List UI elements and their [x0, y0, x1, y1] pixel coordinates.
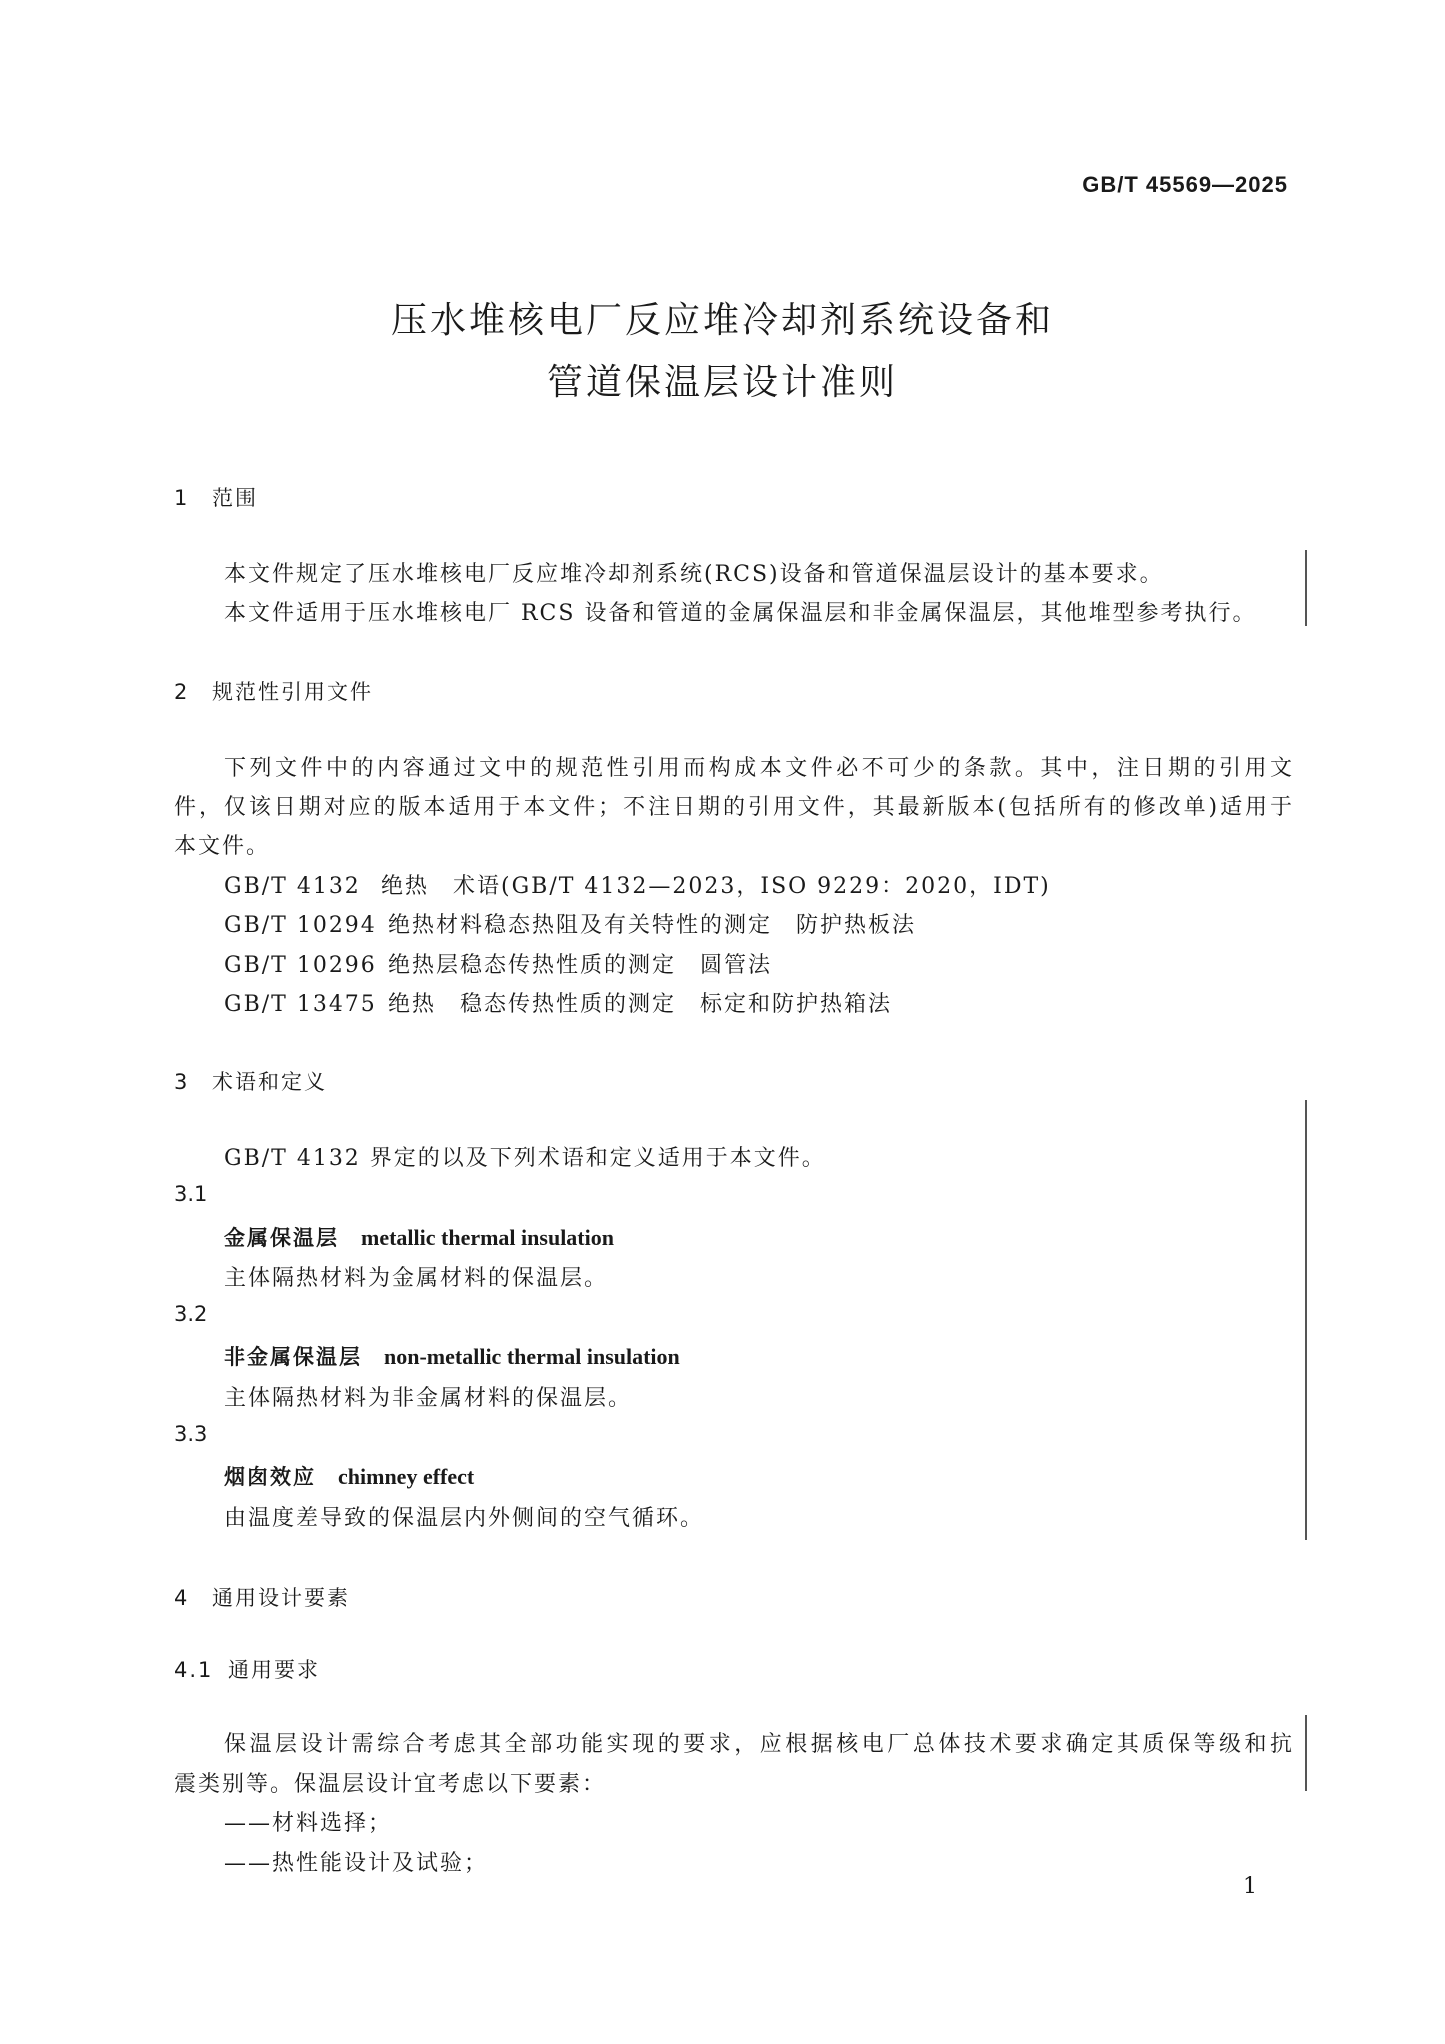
list-item: ——热性能设计及试验；: [224, 1851, 489, 1876]
section-number: 1: [174, 486, 190, 510]
standard-number: GB/T 45569—2025: [1082, 172, 1288, 197]
paragraph-line: 本文件。: [174, 834, 271, 859]
term-en: chimney effect: [338, 1464, 475, 1489]
reference-title: 绝热材料稳态热阻及有关特性的测定 防护热板法: [388, 913, 917, 938]
section-number: 4: [174, 1586, 190, 1610]
reference-item: [224, 869, 1051, 900]
reference-code: GB/T 10294: [224, 913, 377, 938]
paragraph-line: 下列文件中的内容通过文中的规范性引用而构成本文件必不可少的条款。其中，注日期的引用文: [224, 756, 1294, 781]
subsection-number: 4.1: [174, 1658, 214, 1682]
term-number: 3.3: [174, 1422, 208, 1446]
section-3-heading: [174, 1066, 327, 1096]
section-title: 通用设计要素: [212, 1586, 350, 1610]
reference-title: 绝热 术语(GB/T 4132—2023，ISO 9229：2020，IDT): [381, 874, 1051, 899]
page-number: 1: [1243, 1874, 1257, 1899]
reference-code: GB/T 10296: [224, 953, 377, 978]
reference-code: GB/T 4132: [224, 874, 361, 899]
term-number: 3.2: [174, 1302, 208, 1326]
paragraph: GB/T 4132 界定的以及下列术语和定义适用于本文件。: [224, 1146, 826, 1171]
paragraph-line: 件，仅该日期对应的版本适用于本文件；不注日期的引用文件，其最新版本(包括所有的修改单)适用于: [174, 795, 1294, 820]
document-title-line1: 压水堆核电厂反应堆冷却剂系统设备和: [390, 300, 1054, 341]
paragraph: 本文件规定了压水堆核电厂反应堆冷却剂系统(RCS)设备和管道保温层设计的基本要求。: [224, 562, 1164, 587]
change-bar: [1305, 1715, 1307, 1791]
change-bar: [1305, 550, 1307, 626]
paragraph: 本文件适用于压水堆核电厂 RCS 设备和管道的金属保温层和非金属保温层，其他堆型参考执行。: [224, 601, 1257, 626]
term-number: 3.1: [174, 1182, 208, 1206]
reference-item: [224, 948, 772, 979]
term-en: non-metallic thermal insulation: [384, 1344, 680, 1369]
section-number: 3: [174, 1070, 190, 1094]
term-zh: 金属保温层: [224, 1226, 339, 1250]
section-title: 术语和定义: [212, 1070, 327, 1094]
list-item: ——材料选择；: [224, 1811, 393, 1836]
term-definition: 由温度差导致的保温层内外侧间的空气循环。: [224, 1506, 705, 1531]
section-number: 2: [174, 680, 190, 704]
term-definition: 主体隔热材料为金属材料的保温层。: [224, 1266, 609, 1291]
subsection-4-1-heading: [174, 1654, 320, 1684]
section-1-heading: [174, 482, 258, 512]
change-bar: [1305, 1100, 1307, 1540]
term-definition: 主体隔热材料为非金属材料的保温层。: [224, 1386, 633, 1411]
term-zh: 非金属保温层: [224, 1345, 362, 1369]
reference-code: GB/T 13475: [224, 992, 377, 1017]
term-entry: [224, 1461, 474, 1491]
section-4-heading: [174, 1582, 350, 1612]
document-title-line2: 管道保温层设计准则: [546, 362, 898, 403]
section-2-heading: [174, 676, 373, 706]
reference-item: [224, 908, 916, 939]
section-title: 规范性引用文件: [212, 680, 373, 704]
paragraph-line: 保温层设计需综合考虑其全部功能实现的要求，应根据核电厂总体技术要求确定其质保等级和抗: [224, 1732, 1294, 1757]
subsection-title: 通用要求: [228, 1658, 320, 1682]
reference-title: 绝热层稳态传热性质的测定 圆管法: [388, 953, 773, 978]
reference-item: [224, 987, 892, 1018]
term-entry: [224, 1341, 680, 1371]
term-entry: [224, 1222, 614, 1252]
section-title: 范围: [212, 486, 258, 510]
reference-title: 绝热 稳态传热性质的测定 标定和防护热箱法: [388, 992, 893, 1017]
term-en: metallic thermal insulation: [361, 1225, 614, 1250]
term-zh: 烟囱效应: [224, 1465, 316, 1489]
paragraph-line: 震类别等。保温层设计宜考虑以下要素：: [174, 1772, 607, 1797]
